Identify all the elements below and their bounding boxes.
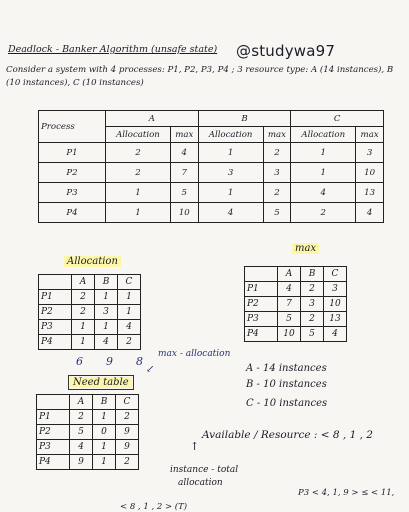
table-row — [245, 327, 347, 342]
value-cell: 9 — [70, 455, 93, 470]
value-cell: 4 — [278, 282, 301, 297]
value-cell: 1 — [291, 143, 356, 163]
value-cell: 3 — [356, 143, 384, 163]
sum-note: max - allocation — [158, 349, 231, 359]
value-cell: 4 — [95, 335, 118, 350]
value-cell: 3 — [263, 163, 291, 183]
table-row — [245, 282, 347, 297]
table-row — [37, 440, 139, 455]
column-header: A — [72, 275, 95, 290]
instance-total-line2: allocation — [178, 478, 223, 488]
process-cell: P2 — [39, 163, 106, 183]
value-cell: 2 — [263, 143, 291, 163]
value-cell: 5 — [170, 183, 198, 203]
value-cell: 1 — [93, 410, 116, 425]
corner-cell — [39, 275, 72, 290]
available-resources: Available / Resource : < 8 , 1 , 2 — [202, 429, 373, 441]
column-header: B — [301, 267, 324, 282]
value-cell: 9 — [116, 440, 139, 455]
corner-cell — [245, 267, 278, 282]
sum-a: 6 — [76, 355, 83, 368]
value-cell: 3 — [324, 282, 347, 297]
value-cell: 10 — [356, 163, 384, 183]
page-title: Deadlock - Banker Algorithm (unsafe state) — [8, 44, 218, 55]
value-cell: 1 — [93, 455, 116, 470]
table-row — [39, 320, 141, 335]
process-cell: P2 — [245, 297, 278, 312]
column-header: A — [278, 267, 301, 282]
table-row — [39, 305, 141, 320]
value-cell: 5 — [278, 312, 301, 327]
need-label — [70, 377, 132, 388]
value-cell: 4 — [170, 143, 198, 163]
instance-c: C - 10 instances — [246, 398, 328, 409]
author-handle: @studywa97 — [236, 42, 336, 60]
value-cell: 4 — [356, 203, 384, 223]
process-cell: P1 — [37, 410, 70, 425]
process-cell: P1 — [245, 282, 278, 297]
column-header: C — [116, 395, 139, 410]
value-cell: 3 — [198, 163, 263, 183]
value-cell: 2 — [72, 290, 95, 305]
value-cell: 2 — [72, 305, 95, 320]
value-cell: 2 — [106, 163, 171, 183]
value-cell: 2 — [118, 335, 141, 350]
problem-description: Consider a system with 4 processes: P1, P2, P3, P4 ; 3 resource type: A (14 instances), B (10 instances), C (10 instances) — [6, 65, 394, 88]
value-cell: 1 — [118, 305, 141, 320]
process-cell: P4 — [39, 203, 106, 223]
table-row — [39, 290, 141, 305]
value-cell: 1 — [106, 183, 171, 203]
instance-total-line1: instance - total — [170, 465, 239, 475]
value-cell: 1 — [291, 163, 356, 183]
subheader: max — [356, 127, 384, 143]
value-cell: 10 — [324, 297, 347, 312]
column-header: B — [93, 395, 116, 410]
allocation-label-text: Allocation — [64, 256, 121, 267]
value-cell: 1 — [198, 183, 263, 203]
subheader: Allocation — [198, 127, 263, 143]
sum-c: 8 — [136, 355, 143, 368]
process-cell: P3 — [39, 183, 106, 203]
table-row — [39, 203, 384, 223]
value-cell: 5 — [70, 425, 93, 440]
group-a-header: A — [106, 111, 199, 127]
need-label-text: Need table — [70, 377, 132, 388]
arrow-icon: ↙ — [146, 364, 155, 375]
subheader: Allocation — [291, 127, 356, 143]
need-table — [36, 394, 139, 470]
value-cell: 1 — [95, 290, 118, 305]
table-row — [245, 312, 347, 327]
process-cell: P1 — [39, 290, 72, 305]
process-header: Process — [39, 111, 106, 143]
table-row — [39, 183, 384, 203]
max-label — [292, 243, 319, 254]
value-cell: 1 — [72, 335, 95, 350]
column-header: C — [118, 275, 141, 290]
column-header: C — [324, 267, 347, 282]
value-cell: 1 — [95, 320, 118, 335]
value-cell: 4 — [198, 203, 263, 223]
allocation-sums — [76, 355, 143, 368]
sum-b: 9 — [106, 355, 113, 368]
value-cell: 7 — [170, 163, 198, 183]
p3-check: P3 < 4, 1, 9 > ≤ < 11, — [298, 488, 395, 498]
value-cell: 10 — [170, 203, 198, 223]
column-header: B — [95, 275, 118, 290]
value-cell: 13 — [356, 183, 384, 203]
value-cell: 0 — [93, 425, 116, 440]
value-cell: 1 — [72, 320, 95, 335]
value-cell: 10 — [278, 327, 301, 342]
value-cell: 2 — [70, 410, 93, 425]
instance-a: A - 14 instances — [246, 363, 327, 374]
subheader: max — [170, 127, 198, 143]
allocation-table — [38, 274, 141, 350]
bottom-fragment: < 8 , 1 , 2 > (T) — [120, 502, 188, 512]
group-b-header: B — [198, 111, 291, 127]
value-cell: 1 — [198, 143, 263, 163]
group-c-header: C — [291, 111, 384, 127]
value-cell: 1 — [106, 203, 171, 223]
process-cell: P4 — [39, 335, 72, 350]
corner-cell — [37, 395, 70, 410]
value-cell: 4 — [118, 320, 141, 335]
process-cell: P2 — [39, 305, 72, 320]
value-cell: 2 — [263, 183, 291, 203]
value-cell: 4 — [70, 440, 93, 455]
main-table — [38, 110, 384, 223]
process-cell: P3 — [39, 320, 72, 335]
table-row — [39, 143, 384, 163]
value-cell: 5 — [301, 327, 324, 342]
value-cell: 2 — [301, 312, 324, 327]
table-row — [37, 455, 139, 470]
value-cell: 1 — [118, 290, 141, 305]
process-cell: P3 — [37, 440, 70, 455]
table-row — [37, 410, 139, 425]
value-cell: 3 — [95, 305, 118, 320]
allocation-label — [64, 256, 121, 267]
instance-b: B - 10 instances — [246, 379, 327, 390]
subheader: max — [263, 127, 291, 143]
value-cell: 2 — [106, 143, 171, 163]
value-cell: 3 — [301, 297, 324, 312]
value-cell: 5 — [263, 203, 291, 223]
table-row — [37, 425, 139, 440]
value-cell: 2 — [116, 410, 139, 425]
column-header: A — [70, 395, 93, 410]
value-cell: 2 — [116, 455, 139, 470]
table-row — [39, 163, 384, 183]
value-cell: 13 — [324, 312, 347, 327]
value-cell: 1 — [93, 440, 116, 455]
value-cell: 4 — [324, 327, 347, 342]
process-cell: P4 — [245, 327, 278, 342]
table-row — [39, 335, 141, 350]
process-cell: P3 — [245, 312, 278, 327]
value-cell: 2 — [301, 282, 324, 297]
table-row — [245, 297, 347, 312]
max-label-text: max — [292, 243, 319, 254]
process-cell: P2 — [37, 425, 70, 440]
max-table — [244, 266, 347, 342]
value-cell: 4 — [291, 183, 356, 203]
value-cell: 9 — [116, 425, 139, 440]
arrow-up-icon: ↑ — [190, 440, 200, 453]
process-cell: P1 — [39, 143, 106, 163]
value-cell: 2 — [291, 203, 356, 223]
value-cell: 7 — [278, 297, 301, 312]
process-cell: P4 — [37, 455, 70, 470]
subheader: Allocation — [106, 127, 171, 143]
